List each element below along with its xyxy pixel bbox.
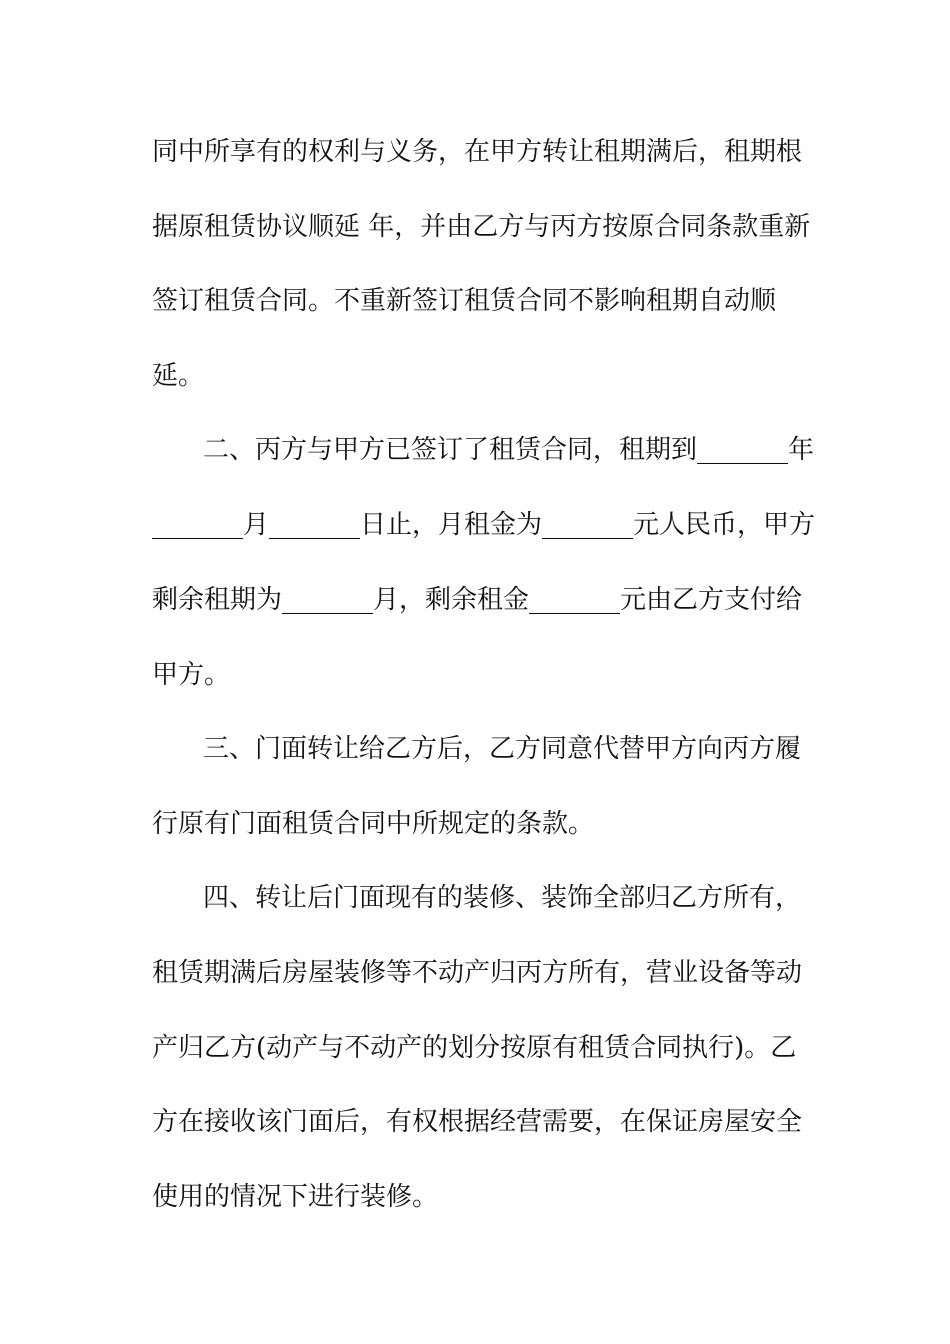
paragraph-1-line-1: 同中所享有的权利与义务，在甲方转让租期满后，租期根	[152, 137, 803, 167]
clause-2-line-2: _______月_______日止，月租金为_______元人民币，甲方	[152, 510, 816, 540]
clause-4-line-3: 产归乙方(动产与不动产的划分按原有租赁合同执行)。乙	[152, 1033, 797, 1063]
clause-2-line-4: 甲方。	[152, 660, 231, 690]
clause-2-line-3: 剩余租期为_______月，剩余租金_______元由乙方支付给	[152, 585, 803, 615]
clause-3-line-1: 三、门面转让给乙方后，乙方同意代替甲方向丙方履	[203, 734, 802, 764]
paragraph-1-line-4: 延。	[152, 361, 205, 391]
clause-2-line-1: 二、丙方与甲方已签订了租赁合同，租期到_______年	[203, 435, 815, 465]
paragraph-1-line-2: 据原租赁协议顺延 年，并由乙方与丙方按原合同条款重新	[152, 212, 811, 242]
clause-3-line-2: 行原有门面租赁合同中所规定的条款。	[152, 809, 595, 839]
paragraph-1-line-3: 签订租赁合同。不重新签订租赁合同不影响租期自动顺	[152, 286, 777, 316]
clause-4-line-2: 租赁期满后房屋装修等不动产归丙方所有，营业设备等动	[152, 958, 803, 988]
clause-4-line-1: 四、转让后门面现有的装修、装饰全部归乙方所有，	[203, 883, 802, 913]
clause-4-line-5: 使用的情况下进行装修。	[152, 1182, 439, 1212]
clause-4-line-4: 方在接收该门面后，有权根据经营需要，在保证房屋安全	[152, 1107, 803, 1137]
